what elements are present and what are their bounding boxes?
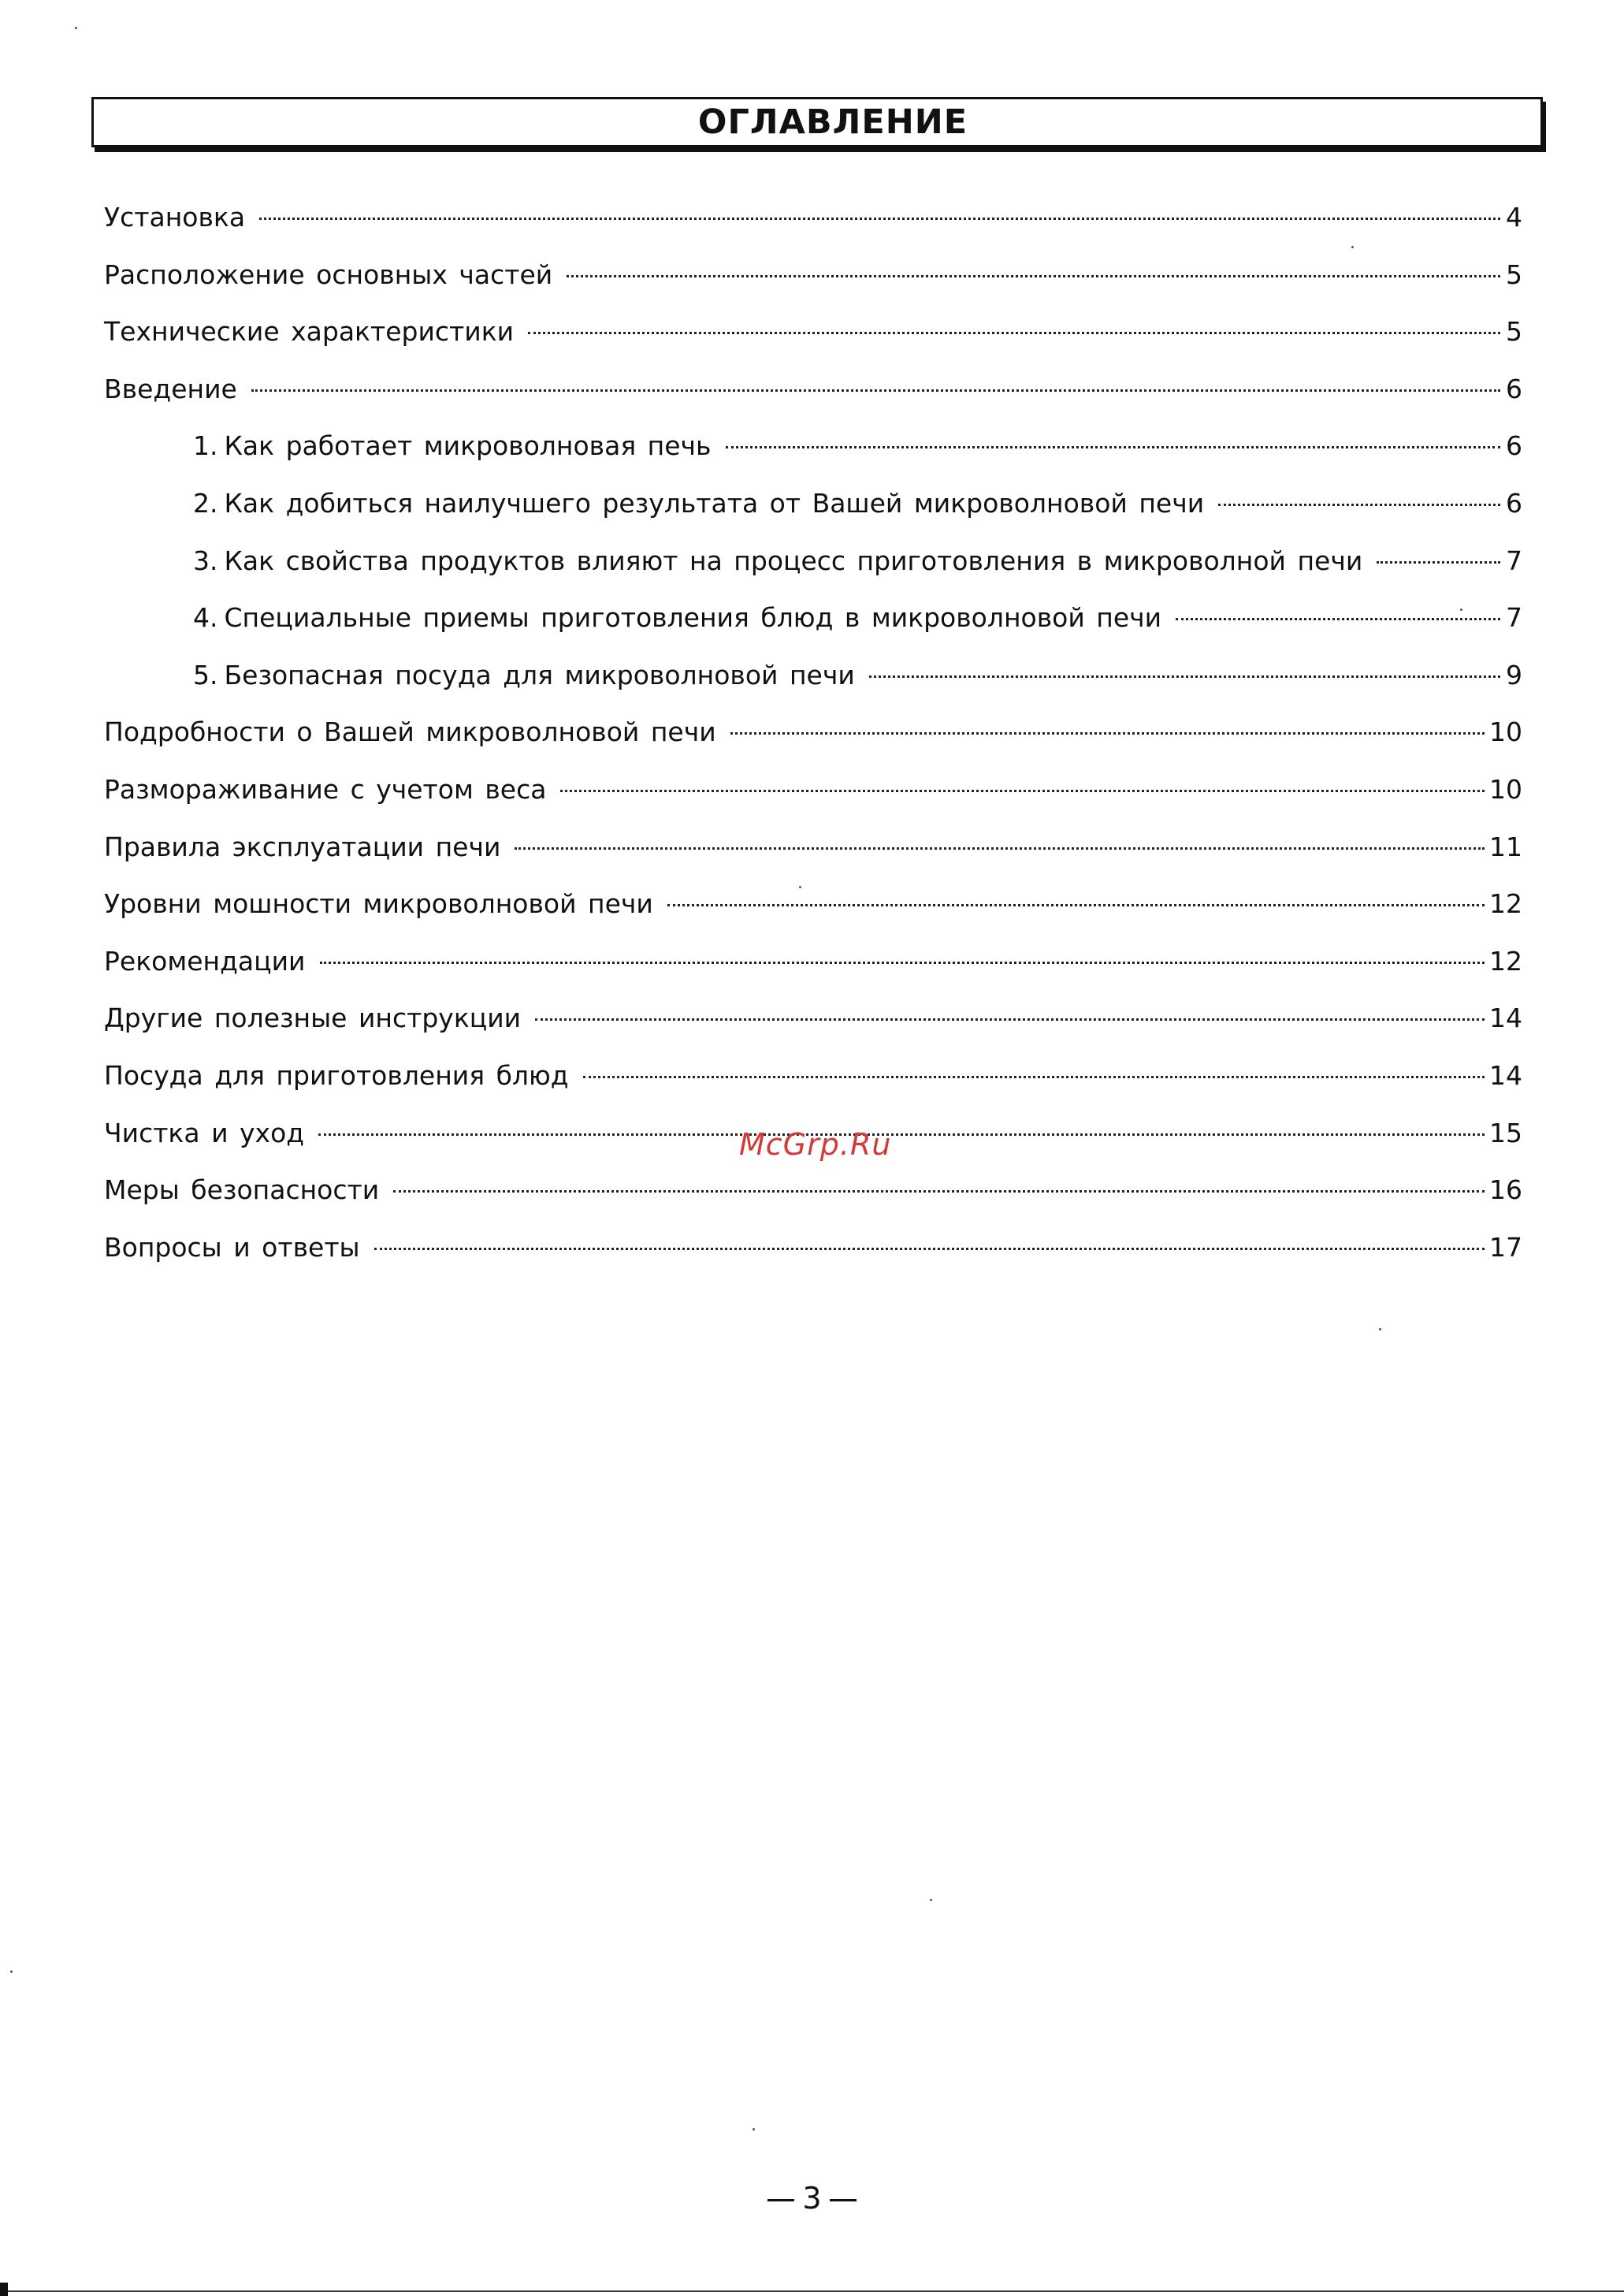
toc-entry-label: [104, 819, 500, 876]
toc-entry-page: 5: [1506, 259, 1522, 290]
toc-entry-label: [104, 247, 552, 304]
toc-entry-page: 16: [1489, 1174, 1522, 1206]
dash-left: [767, 2199, 794, 2201]
scan-speck: [1460, 608, 1462, 611]
toc-entry-text: Как работает микроволновая печь: [224, 430, 712, 462]
toc-entry-label: [104, 361, 237, 419]
toc-entry: [104, 1048, 1522, 1105]
page-title: ОГЛАВЛЕНИЕ: [697, 102, 968, 142]
toc-entry-text: Уровни мошности микроволновой печи: [104, 888, 653, 920]
toc-entry: [104, 704, 1522, 761]
toc-entry-text: Расположение основных частей: [104, 259, 553, 290]
toc-entry-label: [104, 761, 546, 819]
toc-entry-label: [104, 876, 653, 933]
toc-entry-text: Как добиться наилучшего результата от Вашей микроволновой печи: [224, 487, 1205, 519]
toc-entry-label: [104, 1048, 569, 1105]
toc-entry: [104, 990, 1522, 1048]
dot-leader: [374, 1248, 1485, 1250]
toc-entry-label: [104, 1162, 379, 1219]
toc-entry-label: [104, 1219, 360, 1277]
toc-entry-label: [193, 533, 1362, 590]
dot-leader: [583, 1076, 1485, 1078]
toc-entry-text: Размораживание с учетом веса: [104, 773, 547, 805]
toc-entry-text: Подробности о Вашей микроволновой печи: [104, 716, 716, 748]
toc-entry-text: Рекомендации: [104, 945, 306, 977]
toc-entry-text: Правила эксплуатации печи: [104, 831, 501, 862]
dot-leader: [567, 275, 1500, 277]
dot-leader: [1176, 618, 1500, 620]
dash-right: [830, 2199, 857, 2201]
scan-speck: [1379, 1328, 1381, 1330]
toc-entry-text: Специальные приемы приготовления блюд в микроволновой печи: [224, 602, 1162, 634]
toc-entry-label: [193, 590, 1161, 647]
toc-entry-page: 6: [1506, 373, 1522, 404]
page-number: [0, 2181, 1624, 2216]
toc-entry-label: [193, 418, 712, 475]
toc-entry-page: 14: [1489, 1003, 1522, 1034]
scan-speck: [799, 886, 801, 888]
dot-leader: [869, 675, 1500, 678]
toc-entry-number: 1.: [193, 430, 218, 462]
toc-entry-text: Посуда для приготовления блюд: [104, 1059, 569, 1091]
toc-entry-number: 2.: [193, 487, 218, 519]
toc-entry-number: 4.: [193, 602, 218, 634]
toc-entry-label: [104, 1105, 304, 1163]
toc-entry-page: 12: [1489, 945, 1522, 977]
toc-entry: [104, 361, 1522, 419]
dot-leader: [515, 847, 1485, 850]
toc-entry-page: 10: [1489, 716, 1522, 748]
toc-entry-page: 12: [1489, 888, 1522, 920]
page-number-value: 3: [802, 2181, 822, 2216]
toc-entry-page: 17: [1489, 1231, 1522, 1263]
table-of-contents: [104, 189, 1522, 1276]
toc-entry-text: Введение: [104, 373, 237, 404]
scan-corner-mark: [0, 2283, 8, 2296]
toc-entry-text: Вопросы и ответы: [104, 1231, 360, 1263]
scan-bottom-edge: [0, 2290, 1624, 2292]
dot-leader: [1377, 561, 1500, 564]
toc-entry-page: 5: [1506, 316, 1522, 348]
dot-leader: [251, 389, 1500, 392]
toc-entry-text: Чистка и уход: [104, 1117, 305, 1148]
toc-entry-text: Меры безопасности: [104, 1174, 380, 1206]
toc-entry: [104, 1162, 1522, 1219]
toc-entry: [104, 303, 1522, 361]
toc-entry-text: Технические характеристики: [104, 316, 515, 348]
toc-entry: [104, 418, 1522, 475]
toc-entry: [104, 876, 1522, 933]
toc-entry-page: 11: [1489, 831, 1522, 862]
toc-entry: [104, 533, 1522, 590]
scan-speck: [10, 1970, 13, 1973]
toc-entry: [104, 761, 1522, 819]
toc-entry-text: Установка: [104, 202, 246, 233]
toc-entry: [104, 475, 1522, 533]
toc-entry: [104, 247, 1522, 304]
dot-leader: [1218, 504, 1500, 506]
dot-leader: [393, 1190, 1485, 1193]
toc-entry-text: Как свойства продуктов влияют на процесс приготовления в микроволной печи: [224, 545, 1363, 576]
scan-speck: [75, 27, 77, 29]
dot-leader: [528, 332, 1500, 334]
toc-entry-number: 5.: [193, 659, 218, 690]
toc-entry: [104, 590, 1522, 647]
toc-entry-text: Безопасная посуда для микроволновой печи: [224, 659, 855, 690]
toc-entry-label: [104, 189, 245, 247]
toc-entry: [104, 189, 1522, 247]
dot-leader: [259, 218, 1500, 220]
toc-entry-page: 15: [1489, 1117, 1522, 1148]
toc-entry: [104, 933, 1522, 991]
toc-entry-page: 6: [1506, 487, 1522, 519]
scan-speck: [753, 2128, 755, 2130]
toc-entry-page: 6: [1506, 430, 1522, 462]
toc-entry-page: 14: [1489, 1059, 1522, 1091]
toc-entry-label: [193, 647, 855, 705]
toc-entry-number: 3.: [193, 545, 218, 576]
dot-leader: [560, 790, 1485, 792]
toc-entry: [104, 819, 1522, 876]
toc-entry-label: [104, 704, 716, 761]
toc-entry-page: 7: [1506, 545, 1522, 576]
toc-title-box: [91, 97, 1543, 147]
toc-entry-page: 7: [1506, 602, 1522, 634]
dot-leader: [726, 446, 1501, 448]
scan-speck: [930, 1899, 932, 1901]
dot-leader: [667, 904, 1485, 906]
toc-entry-page: 10: [1489, 773, 1522, 805]
toc-entry-label: [104, 933, 306, 991]
scan-speck: [1351, 246, 1354, 248]
toc-entry-text: Другие полезные инструкции: [104, 1003, 522, 1034]
toc-entry-page: 4: [1506, 202, 1522, 233]
dot-leader: [320, 962, 1485, 964]
dot-leader: [535, 1018, 1485, 1021]
dot-leader: [730, 732, 1485, 735]
toc-entry-page: 9: [1506, 659, 1522, 690]
dot-leader: [318, 1133, 1485, 1136]
toc-entry-label: [193, 475, 1204, 533]
toc-entry: [104, 1219, 1522, 1277]
toc-entry: [104, 647, 1522, 705]
toc-entry-label: [104, 303, 514, 361]
watermark: McGrp.Ru: [739, 1127, 892, 1162]
toc-entry-label: [104, 990, 521, 1048]
